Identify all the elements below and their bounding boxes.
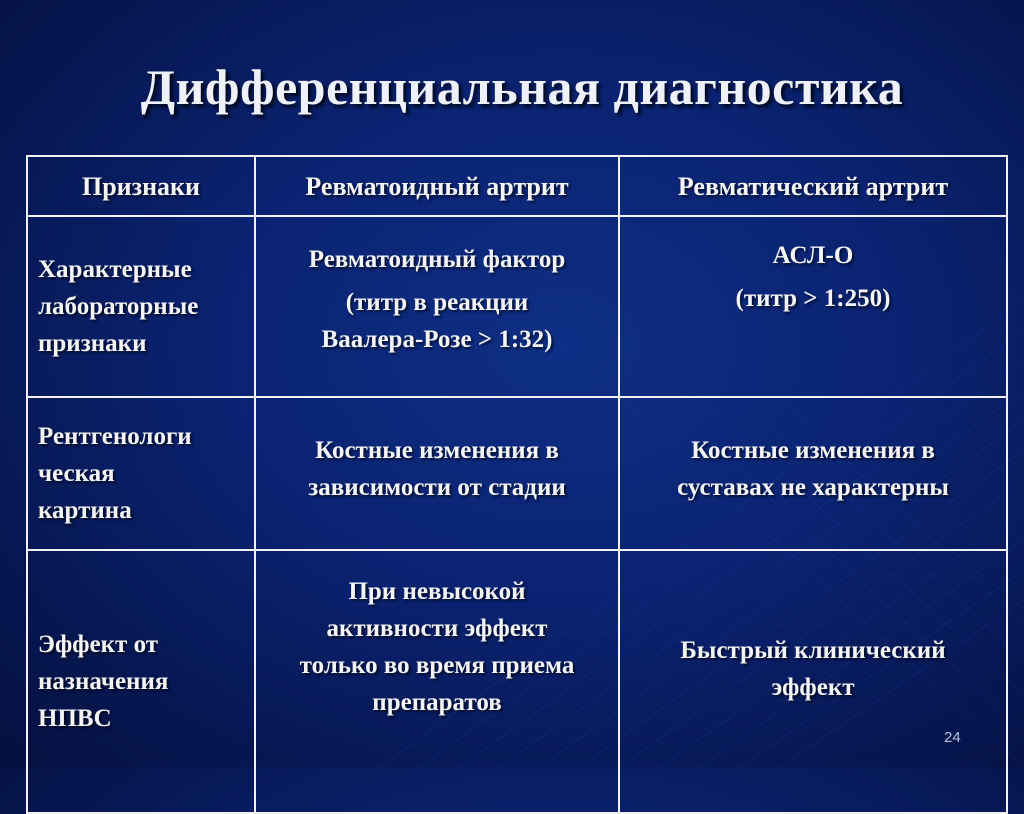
table-row: [27, 397, 1007, 550]
cell-text-line: При невысокой: [348, 578, 526, 605]
cell-text-line: картина: [38, 497, 132, 524]
cell-text-line: Рентгенологи: [38, 423, 192, 450]
cell-text-line: зависимости от стадии: [308, 473, 566, 501]
row-label-nsaid-effect: [27, 550, 255, 813]
slide-title: Дифференциальная диагностика: [140, 59, 904, 115]
cell-text-line: Костные изменения в: [315, 436, 559, 464]
cell-text-line: Характерные: [38, 256, 192, 283]
differential-diagnosis-table: [26, 155, 1008, 814]
cell-text-line: АСЛ-О: [772, 242, 854, 269]
header-rheumatic-arthritis: Ревматический артрит: [619, 156, 1007, 216]
cell-ra-nsaid-effect: [255, 550, 619, 813]
cell-text-line: Эффект от: [38, 631, 159, 658]
header-rheumatoid-arthritis: Ревматоидный артрит: [255, 156, 619, 216]
cell-rheum-lab-signs: [619, 216, 1007, 397]
cell-text-line: суставах не характерны: [677, 473, 949, 501]
cell-text-line: ческая: [38, 460, 115, 487]
cell-ra-xray: [255, 397, 619, 550]
cell-text-line: Ваалера-Розе > 1:32): [321, 326, 553, 353]
cell-ra-lab-signs: [255, 216, 619, 397]
cell-rheum-nsaid-effect: [619, 550, 1007, 813]
cell-text-line: признаки: [38, 330, 147, 357]
cell-rheum-xray: [619, 397, 1007, 550]
header-signs: Признаки: [27, 156, 255, 216]
cell-text-line: Костные изменения в: [691, 436, 935, 464]
cell-text-line: только во время приема: [299, 652, 575, 679]
row-label-lab-signs: [27, 216, 255, 397]
cell-text-line: (титр в реакции: [345, 289, 529, 316]
cell-text-line: Ревматоидный фактор: [308, 246, 566, 273]
cell-text-line: НПВС: [38, 705, 112, 732]
cell-text-line: Быстрый клинический: [680, 636, 946, 664]
slide-page-number: 24: [944, 729, 961, 746]
table-row: [27, 216, 1007, 397]
table-header-row: [27, 156, 1007, 216]
cell-text-line: эффект: [771, 673, 855, 701]
cell-text-line: назначения: [38, 668, 169, 695]
cell-text-line: активности эффект: [326, 615, 548, 642]
table-row: [27, 550, 1007, 813]
cell-text-line: препаратов: [372, 689, 502, 716]
row-label-xray: [27, 397, 255, 550]
cell-text-line: (титр > 1:250): [735, 285, 891, 312]
cell-text-line: лабораторные: [38, 293, 199, 320]
